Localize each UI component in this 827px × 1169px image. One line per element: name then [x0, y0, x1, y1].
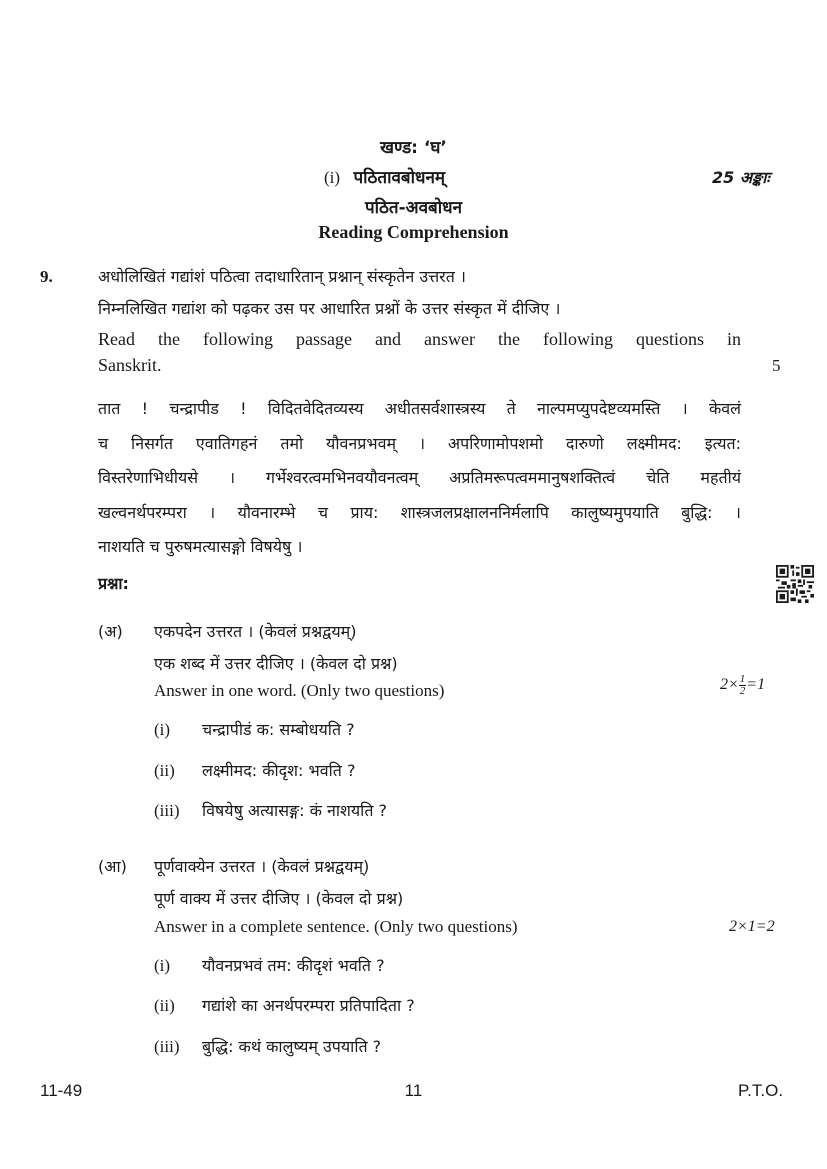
part-a-sanskrit: एकपदेन उत्तरत । (केवलं प्रश्नद्वयम्): [154, 622, 357, 641]
qr-code-icon: [776, 565, 814, 603]
passage-line: च निसर्गत एवातिगहनं तमो यौवनप्रभवम् । अपरिणामोपशमो दारुणो लक्ष्मीमद: इत्यत:: [98, 433, 741, 453]
part-a-item-number: (iii): [154, 801, 180, 820]
page-number: 11: [404, 1081, 423, 1100]
instruction-english-line1: Read the following passage and answer the following questions in: [98, 329, 741, 349]
part-a-hindi: एक शब्द में उत्तर दीजिए । (केवल दो प्रश्न): [154, 654, 398, 673]
part-b-hindi: पूर्ण वाक्य में उत्तर दीजिए । (केवल दो प्रश्न): [154, 889, 404, 908]
instruction-hindi: निम्नलिखित गद्यांश को पढ़कर उस पर आधारित प्रश्नों के उत्तर संस्कृत में दीजिए ।: [98, 299, 561, 318]
part-b-sanskrit: पूर्णवाक्येन उत्तरत । (केवलं प्रश्नद्वयम्): [154, 857, 370, 876]
questions-heading: प्रश्ना:: [98, 574, 129, 593]
part-b-marks: 2×1=2: [729, 918, 775, 935]
part-b-item-number: (i): [154, 956, 171, 975]
part-b-item-text: बुद्धि: कथं कालुष्यम् उपयाति ?: [202, 1037, 382, 1056]
part-b-label: (आ): [98, 857, 127, 876]
passage-line: खल्वनर्थपरम्परा । यौवनारम्भे च प्राय: शास्त्रजलप्रक्षालननिर्मलापि कालुष्यमुपयाति बुद्धि: ।: [98, 502, 741, 522]
fraction-numerator: 1: [739, 673, 746, 685]
section-marks: 25 अङ्काः: [712, 168, 770, 187]
part-a-marks-suffix: =1: [746, 676, 766, 694]
footer-code: 11-49: [40, 1081, 83, 1100]
fraction-denominator: 2: [739, 685, 746, 697]
part-a-item-text: चन्द्रापीडं क: सम्बोधयति ?: [202, 720, 355, 739]
part-a-item-text: विषयेषु अत्यासङ्ग: कं नाशयति ?: [202, 801, 388, 820]
part-b-item-text: गद्यांशे का अनर्थपरम्परा प्रतिपादिता ?: [202, 996, 415, 1015]
hindi-title: पठित-अवबोधन: [364, 198, 463, 218]
part-a-english: Answer in one word. (Only two questions): [154, 681, 445, 700]
part-a-item-number: (i): [154, 720, 171, 739]
section-title: खण्ड: ‘घ’: [380, 138, 447, 158]
part-b-english: Answer in a complete sentence. (Only two questions): [154, 917, 518, 936]
part-a-item-number: (ii): [154, 761, 175, 780]
subsection-title: पठितावबोधनम्: [353, 168, 446, 188]
part-b-item-number: (ii): [154, 996, 175, 1015]
part-a-marks-prefix: 2×: [720, 676, 739, 694]
instruction-sanskrit: अधोलिखितं गद्यांशं पठित्वा तदाधारितान् प्रश्नान् संस्कृतेन उत्तरत ।: [98, 267, 466, 286]
question-number: 9.: [40, 267, 53, 286]
subsection-heading: [324, 165, 445, 188]
part-b-item-number: (iii): [154, 1037, 180, 1056]
passage-line: तात ! चन्द्रापीड ! विदितवेदितव्यस्य अधीतसर्वशास्त्रस्य ते नाल्पमप्युपदेष्टव्यमस्ति । केवलं: [98, 399, 741, 418]
passage: [98, 392, 741, 565]
part-a-marks: [720, 674, 765, 697]
instruction-english-line2: Sanskrit.: [98, 355, 162, 375]
passage-line: नाशयति च पुरुषमत्यासङ्गो विषयेषु ।: [98, 537, 303, 556]
footer-pto: P.T.O.: [738, 1081, 784, 1100]
part-a-item-text: लक्ष्मीमद: कीदृश: भवति ?: [202, 761, 356, 780]
question-marks: 5: [772, 356, 781, 375]
part-b-item-text: यौवनप्रभवं तम: कीदृशं भवति ?: [202, 956, 385, 975]
subsection-number: (i): [324, 168, 341, 187]
english-title: Reading Comprehension: [318, 222, 509, 242]
part-a-label: (अ): [98, 622, 123, 641]
passage-line: विस्तरेणाभिधीयसे । गर्भेश्वरत्वमभिनवयौवनत्वम् अप्रतिमरूपत्वममानुषशक्तित्वं चेति महतीयं: [98, 468, 741, 487]
